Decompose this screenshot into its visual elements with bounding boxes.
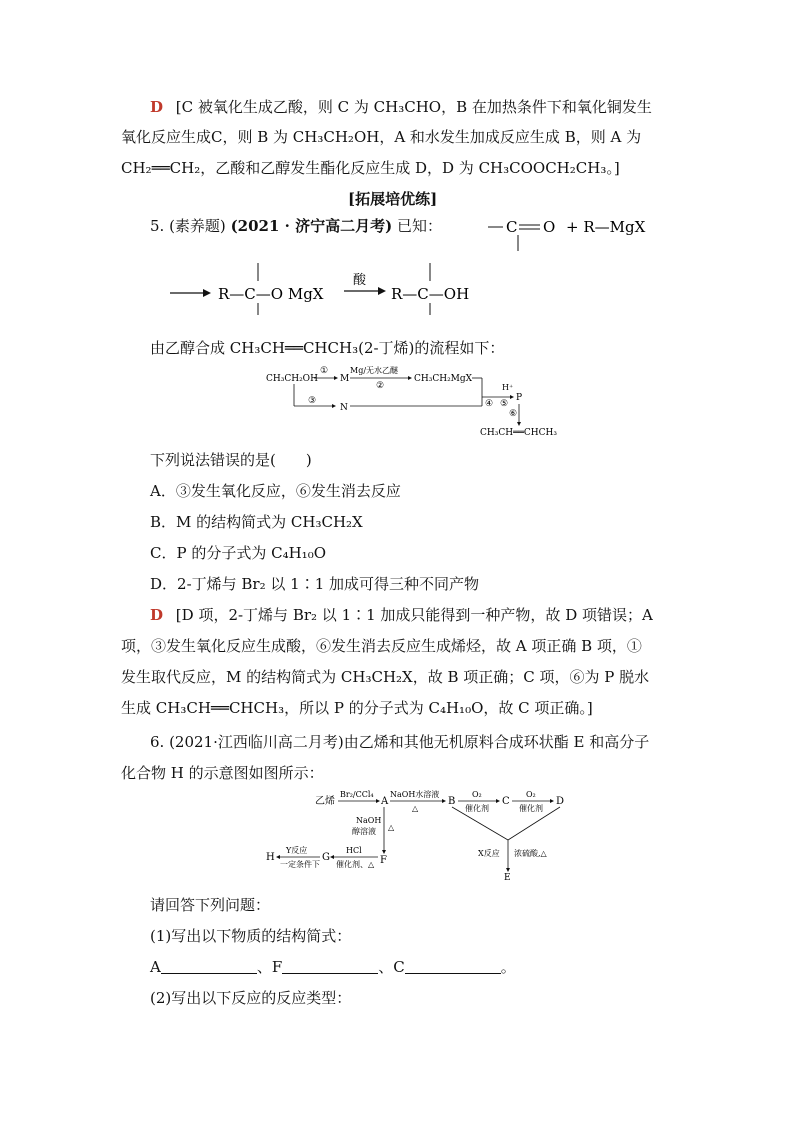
flow-hplus: H⁺ bbox=[502, 383, 514, 392]
d-o2-1: O₂ bbox=[472, 790, 482, 799]
d-hcl: HCl bbox=[346, 846, 362, 855]
q5-answer-letter: D bbox=[150, 606, 164, 624]
blank-label-f: 、F bbox=[256, 958, 283, 976]
d-cat1: 催化剂 bbox=[465, 804, 489, 813]
d-H: H bbox=[266, 852, 275, 863]
flow-M: M bbox=[340, 374, 350, 384]
q5-question: 下列说法错误的是( ) bbox=[150, 451, 312, 469]
d-cat2: 催化剂 bbox=[519, 804, 543, 813]
alkoxide-product: R—C—O MgX bbox=[218, 285, 324, 303]
answer-text: [C 被氧化生成乙酸，则 C 为 CH₃CHO，B 在加热条件下和氧化铜发生 bbox=[175, 98, 652, 116]
q4-answer-line1 bbox=[150, 96, 652, 118]
d-hcl-cond: 催化剂、△ bbox=[336, 860, 375, 869]
d-naoh-aq: NaOH水溶液 bbox=[390, 790, 440, 799]
d-naoh-alc1: NaOH bbox=[356, 816, 382, 825]
blank-label-c: 、C bbox=[378, 958, 405, 976]
blank-c-input[interactable] bbox=[405, 959, 501, 974]
carbonyl-o: O bbox=[543, 218, 556, 236]
flow-step4: ④ bbox=[485, 399, 494, 409]
q5-option-a: A．③发生氧化反应，⑥发生消去反应 bbox=[150, 482, 401, 500]
q4-answer-line3: CH₂══CH₂，乙酸和乙醇发生酯化反应生成 D，D 为 CH₃COOCH₂CH₃。] bbox=[121, 159, 620, 177]
flow-N: N bbox=[340, 403, 348, 413]
blank-a-input[interactable] bbox=[161, 959, 257, 974]
d-delta1: △ bbox=[412, 804, 419, 813]
grignard-reaction bbox=[0, 205, 794, 315]
d-E: E bbox=[504, 873, 511, 880]
d-B: B bbox=[448, 796, 456, 807]
d-x-react: X反应 bbox=[478, 849, 500, 858]
answer-letter: D bbox=[150, 98, 164, 116]
d-naoh-alc2: 醇溶液 bbox=[352, 827, 376, 836]
flow-step2: ② bbox=[376, 381, 385, 391]
d-y-cond: 一定条件下 bbox=[280, 860, 320, 869]
q5-explanation-line2: 项，③发生氧化反应生成酸，⑥发生消去反应生成烯烃，故 A 项正确 B 项，① bbox=[121, 637, 642, 655]
q6-sub2: (2)写出以下反应的反应类型： bbox=[150, 989, 352, 1007]
alcohol-product: R—C—OH bbox=[391, 285, 470, 303]
section-title: [拓展培优练] bbox=[348, 190, 438, 208]
d-br2: Br₂/CCl₄ bbox=[340, 790, 374, 799]
d-F: F bbox=[380, 855, 387, 866]
flow-step5: ⑤ bbox=[500, 399, 509, 409]
q5-option-b: B．M 的结构简式为 CH₃CH₂X bbox=[150, 513, 363, 531]
q6-line1: 6. (2021·江西临川高二月考)由乙烯和其他无机原料合成环状酯 E 和高分子 bbox=[150, 733, 650, 751]
grignard-reagent: + R—MgX bbox=[566, 218, 646, 236]
q5-explanation-line1 bbox=[150, 604, 653, 626]
q4-answer-line2: 氧化反应生成C，则 B 为 CH₃CH₂OH，A 和水发生加成反应生成 B，则 A 为 bbox=[121, 128, 642, 146]
flow-mg: Mg/无水乙醚 bbox=[350, 366, 399, 375]
flow-step3: ③ bbox=[308, 396, 317, 406]
q6-line2: 化合物 H 的示意图如图所示： bbox=[121, 764, 324, 782]
flow-start: CH₃CH₂OH bbox=[266, 374, 318, 384]
q5-option-c: C．P 的分子式为 C₄H₁₀O bbox=[150, 544, 327, 562]
d-ethylene: 乙烯 bbox=[315, 796, 335, 807]
d-delta2: △ bbox=[388, 823, 395, 832]
d-G: G bbox=[322, 852, 330, 863]
blank-label-end: 。 bbox=[500, 958, 516, 976]
d-A: A bbox=[381, 796, 389, 807]
flow-step1: ① bbox=[320, 366, 329, 376]
flow-P: P bbox=[516, 393, 523, 403]
q5-option-d: D．2-丁烯与 Br₂ 以 1∶1 加成可得三种不同产物 bbox=[150, 575, 480, 593]
q6-flow-diagram bbox=[0, 790, 794, 880]
q6-sub1: (1)写出以下物质的结构简式： bbox=[150, 927, 352, 945]
q5-source: (2021 · 济宁高二月考) bbox=[230, 217, 393, 235]
flow-grignard: CH₃CH₂MgX bbox=[414, 374, 473, 384]
q5-suffix: 已知： bbox=[396, 217, 442, 235]
carbonyl-c: C bbox=[506, 218, 518, 236]
d-o2-2: O₂ bbox=[526, 790, 536, 799]
q6-prompt: 请回答下列问题： bbox=[150, 896, 271, 914]
d-C: C bbox=[502, 796, 510, 807]
q5-flow-diagram bbox=[0, 362, 794, 442]
q5-explanation-line3: 发生取代反应，M 的结构简式为 CH₃CH₂X，故 B 项正确；C 项，⑥为 P 脱水 bbox=[121, 668, 650, 686]
q5-explanation-line4: 生成 CH₃CH══CHCH₃，所以 P 的分子式为 C₄H₁₀O，故 C 项正确。] bbox=[121, 699, 593, 717]
acid-label: 酸 bbox=[353, 273, 367, 288]
blank-label-a: A bbox=[150, 958, 161, 976]
q5-explanation-text: [D 项，2-丁烯与 Br₂ 以 1∶1 加成只能得到一种产物，故 D 项错误；A bbox=[175, 606, 653, 624]
q5-intro: 由乙醇合成 CH₃CH══CHCH₃(2-丁烯)的流程如下： bbox=[150, 339, 505, 357]
q5-prefix: 5. (素养题) bbox=[150, 217, 226, 235]
q6-blanks bbox=[150, 956, 516, 978]
flow-step6: ⑥ bbox=[509, 409, 518, 419]
d-conc-acid: 浓硫酸,△ bbox=[514, 849, 547, 858]
flow-final: CH₃CH══CHCH₃ bbox=[480, 428, 557, 438]
d-y-react: Y反应 bbox=[286, 846, 308, 855]
blank-f-input[interactable] bbox=[282, 959, 378, 974]
d-D: D bbox=[556, 796, 565, 807]
